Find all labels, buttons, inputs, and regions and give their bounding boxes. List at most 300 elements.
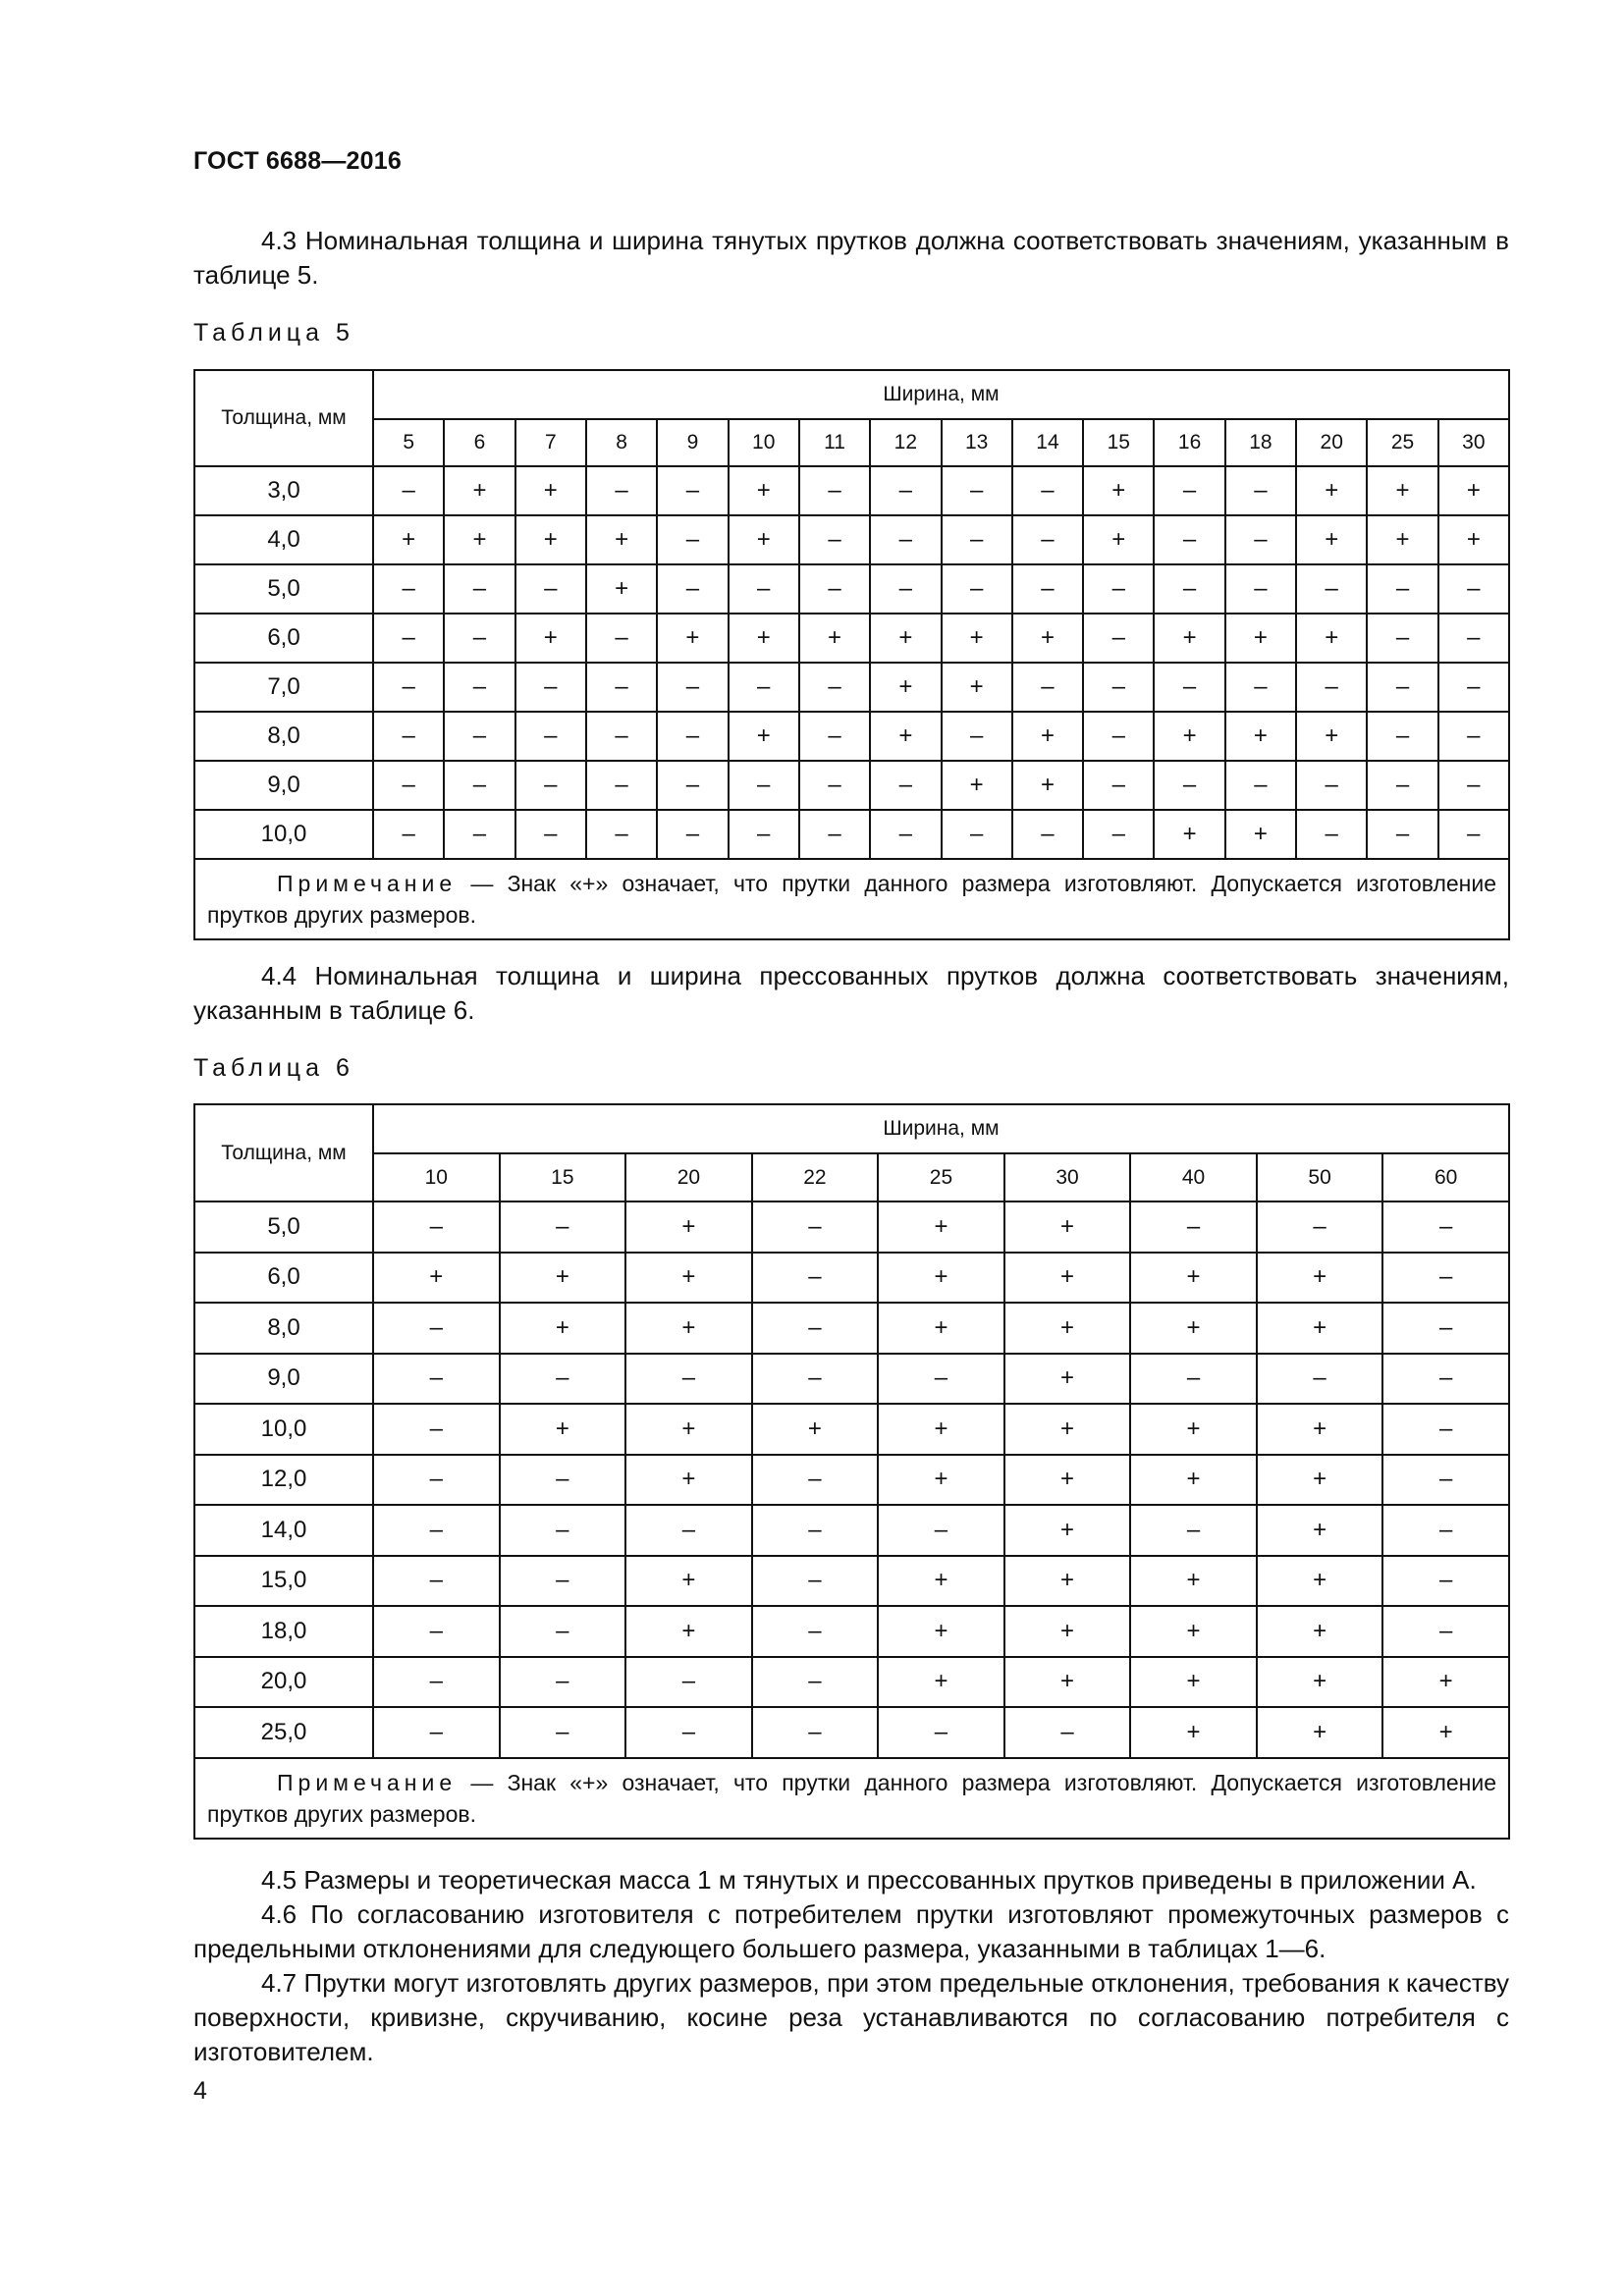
availability-cell: – [657, 761, 728, 810]
availability-cell: – [870, 564, 941, 614]
table5-width-row [194, 419, 1509, 466]
availability-cell: + [625, 1201, 752, 1253]
availability-cell: – [586, 761, 657, 810]
availability-cell: + [1257, 1556, 1383, 1607]
availability-cell: + [942, 761, 1012, 810]
availability-cell: – [799, 712, 870, 761]
table-6 [193, 1103, 1510, 1840]
thickness-cell: 9,0 [194, 761, 373, 810]
thickness-cell: 10,0 [194, 810, 373, 859]
availability-cell: + [878, 1253, 1004, 1304]
availability-cell: – [1225, 515, 1296, 564]
table5-note-label: Примечание [277, 871, 458, 896]
availability-cell: – [586, 614, 657, 663]
width-header: 25 [878, 1153, 1004, 1201]
width-header: 6 [444, 419, 514, 466]
availability-cell: + [1438, 515, 1509, 564]
availability-cell: – [1225, 761, 1296, 810]
availability-cell: + [1367, 515, 1437, 564]
availability-cell: + [515, 515, 586, 564]
table-row [194, 712, 1509, 761]
table-row [194, 761, 1509, 810]
availability-cell: – [1257, 1201, 1383, 1253]
availability-cell: – [373, 614, 444, 663]
availability-cell: – [1382, 1556, 1509, 1607]
availability-cell: – [1012, 810, 1083, 859]
availability-cell: – [500, 1455, 626, 1506]
table-row [194, 515, 1509, 564]
availability-cell: + [1130, 1556, 1257, 1607]
availability-cell: – [942, 810, 1012, 859]
thickness-cell: 8,0 [194, 1303, 373, 1354]
availability-cell: + [870, 712, 941, 761]
availability-cell: – [1004, 1707, 1131, 1758]
width-header: 20 [625, 1153, 752, 1201]
availability-cell: + [625, 1404, 752, 1455]
availability-cell: – [500, 1606, 626, 1657]
availability-cell: – [1083, 614, 1154, 663]
paragraph-4-5: 4.5 Размеры и теоретическая масса 1 м тянутых и прессованных прутков приведены в приложении А. [261, 1865, 1477, 1895]
availability-cell: – [515, 810, 586, 859]
availability-cell: – [1367, 614, 1437, 663]
availability-cell: – [752, 1707, 879, 1758]
availability-cell: – [1438, 614, 1509, 663]
availability-cell: – [500, 1657, 626, 1708]
availability-cell: – [1296, 810, 1367, 859]
availability-cell: – [373, 1606, 500, 1657]
table-row [194, 466, 1509, 515]
availability-cell: + [1004, 1404, 1131, 1455]
width-header: 30 [1438, 419, 1509, 466]
availability-cell: + [625, 1556, 752, 1607]
availability-cell: + [1225, 614, 1296, 663]
table-row [194, 614, 1509, 663]
width-header: 30 [1004, 1153, 1131, 1201]
availability-cell: – [500, 1556, 626, 1607]
availability-cell: + [1225, 712, 1296, 761]
availability-cell: – [515, 663, 586, 712]
availability-cell: + [1154, 810, 1224, 859]
availability-cell: – [1083, 712, 1154, 761]
availability-cell: – [752, 1201, 879, 1253]
availability-cell: – [1382, 1303, 1509, 1354]
availability-cell: – [657, 515, 728, 564]
availability-cell: – [1382, 1505, 1509, 1556]
availability-cell: – [444, 663, 514, 712]
thickness-cell: 9,0 [194, 1354, 373, 1405]
availability-cell: + [1257, 1253, 1383, 1304]
page-number: 4 [193, 2077, 207, 2105]
table6-group-header: Ширина, мм [373, 1104, 1509, 1153]
width-header: 50 [1257, 1153, 1383, 1201]
availability-cell: – [1367, 810, 1437, 859]
width-header: 10 [729, 419, 799, 466]
availability-cell: – [515, 712, 586, 761]
availability-cell: + [1225, 810, 1296, 859]
availability-cell: – [1382, 1253, 1509, 1304]
availability-cell: – [878, 1707, 1004, 1758]
availability-cell: – [1296, 761, 1367, 810]
availability-cell: – [1012, 564, 1083, 614]
availability-cell: – [373, 564, 444, 614]
availability-cell: – [1154, 466, 1224, 515]
availability-cell: – [1382, 1354, 1509, 1405]
availability-cell: – [1130, 1505, 1257, 1556]
table-row [194, 1201, 1509, 1253]
availability-cell: – [444, 761, 514, 810]
availability-cell: + [1004, 1354, 1131, 1405]
availability-cell: + [1004, 1201, 1131, 1253]
table5-group-header: Ширина, мм [373, 370, 1509, 419]
availability-cell: – [1083, 810, 1154, 859]
availability-cell: – [1154, 515, 1224, 564]
availability-cell: + [444, 515, 514, 564]
availability-cell: + [444, 466, 514, 515]
availability-cell: + [515, 614, 586, 663]
availability-cell: + [373, 1253, 500, 1304]
table-row [194, 1253, 1509, 1304]
availability-cell: + [1296, 712, 1367, 761]
availability-cell: + [1257, 1657, 1383, 1708]
thickness-cell: 25,0 [194, 1707, 373, 1758]
availability-cell: – [1225, 663, 1296, 712]
availability-cell: + [1083, 466, 1154, 515]
availability-cell: – [729, 761, 799, 810]
availability-cell: – [799, 466, 870, 515]
availability-cell: – [1438, 663, 1509, 712]
availability-cell: + [729, 515, 799, 564]
availability-cell: + [625, 1303, 752, 1354]
availability-cell: – [1225, 564, 1296, 614]
availability-cell: – [373, 761, 444, 810]
table6-note-label: Примечание [277, 1769, 458, 1795]
availability-cell: – [625, 1707, 752, 1758]
availability-cell: – [1296, 564, 1367, 614]
table-row [194, 1455, 1509, 1506]
availability-cell: + [1382, 1657, 1509, 1708]
table-row [194, 1303, 1509, 1354]
availability-cell: – [870, 810, 941, 859]
thickness-cell: 15,0 [194, 1556, 373, 1607]
availability-cell: – [586, 712, 657, 761]
availability-cell: + [586, 515, 657, 564]
availability-cell: – [373, 1657, 500, 1708]
table-row [194, 1606, 1509, 1657]
width-header: 7 [515, 419, 586, 466]
availability-cell: – [752, 1354, 879, 1405]
thickness-cell: 8,0 [194, 712, 373, 761]
availability-cell: + [870, 614, 941, 663]
width-header: 9 [657, 419, 728, 466]
availability-cell: + [1130, 1455, 1257, 1506]
availability-cell: + [1382, 1707, 1509, 1758]
availability-cell: + [878, 1606, 1004, 1657]
availability-cell: – [752, 1455, 879, 1506]
availability-cell: – [1257, 1354, 1383, 1405]
availability-cell: – [1367, 663, 1437, 712]
availability-cell: – [870, 761, 941, 810]
availability-cell: – [373, 1505, 500, 1556]
availability-cell: + [1257, 1455, 1383, 1506]
availability-cell: + [1004, 1606, 1131, 1657]
table-row [194, 1657, 1509, 1708]
availability-cell: + [878, 1201, 1004, 1253]
availability-cell: – [870, 466, 941, 515]
availability-cell: + [586, 564, 657, 614]
width-header: 16 [1154, 419, 1224, 466]
table-5 [193, 369, 1510, 940]
availability-cell: – [515, 761, 586, 810]
availability-cell: – [373, 1556, 500, 1607]
availability-cell: – [799, 663, 870, 712]
availability-cell: + [752, 1404, 879, 1455]
availability-cell: + [1004, 1657, 1131, 1708]
table6-corner-header: Толщина, мм [194, 1104, 373, 1201]
availability-cell: – [1154, 663, 1224, 712]
availability-cell: + [1012, 614, 1083, 663]
availability-cell: – [1382, 1404, 1509, 1455]
availability-cell: – [1012, 466, 1083, 515]
availability-cell: – [373, 1455, 500, 1506]
availability-cell: – [1438, 564, 1509, 614]
availability-cell: + [1257, 1404, 1383, 1455]
width-header: 10 [373, 1153, 500, 1201]
availability-cell: + [878, 1556, 1004, 1607]
thickness-cell: 3,0 [194, 466, 373, 515]
availability-cell: – [586, 663, 657, 712]
availability-cell: – [657, 564, 728, 614]
availability-cell: + [870, 663, 941, 712]
availability-cell: + [1257, 1303, 1383, 1354]
availability-cell: – [1083, 761, 1154, 810]
availability-cell: – [1225, 466, 1296, 515]
availability-cell: + [1004, 1505, 1131, 1556]
thickness-cell: 18,0 [194, 1606, 373, 1657]
availability-cell: – [1154, 761, 1224, 810]
availability-cell: – [878, 1354, 1004, 1405]
paragraph-4-4: 4.4 Номинальная толщина и ширина прессованных прутков должна соответствовать значениям, указанным в таблице 6. [193, 961, 1509, 1025]
availability-cell: – [444, 712, 514, 761]
availability-cell: + [878, 1657, 1004, 1708]
availability-cell: + [500, 1303, 626, 1354]
availability-cell: + [1130, 1707, 1257, 1758]
paragraph-4-6: 4.6 По согласованию изготовителя с потребителем прутки изготовляют промежуточных размеров с предельными отклонениями для следующего большего размера, указанными в таблицах 1—6. [193, 1899, 1509, 1963]
availability-cell: + [500, 1253, 626, 1304]
availability-cell: – [1130, 1354, 1257, 1405]
table-row [194, 1556, 1509, 1607]
table-row [194, 1505, 1509, 1556]
availability-cell: – [625, 1657, 752, 1708]
availability-cell: + [1012, 761, 1083, 810]
table5-note-text: — Знак «+» означает, что прутки данного размера изготовляют. Допускается изготовление прутков других размеров. [207, 871, 1496, 928]
availability-cell: + [1130, 1303, 1257, 1354]
availability-cell: – [1083, 564, 1154, 614]
thickness-cell: 14,0 [194, 1505, 373, 1556]
table-row [194, 1354, 1509, 1405]
availability-cell: + [1154, 614, 1224, 663]
availability-cell: – [799, 810, 870, 859]
width-header: 13 [942, 419, 1012, 466]
availability-cell: – [515, 564, 586, 614]
table5-note [194, 859, 1509, 939]
availability-cell: + [878, 1455, 1004, 1506]
thickness-cell: 12,0 [194, 1455, 373, 1506]
availability-cell: – [657, 712, 728, 761]
availability-cell: – [373, 1404, 500, 1455]
paragraph-4-3: 4.3 Номинальная толщина и ширина тянутых прутков должна соответствовать значениям, указанным в таблице 5. [193, 226, 1509, 290]
availability-cell: – [586, 810, 657, 859]
thickness-cell: 6,0 [194, 614, 373, 663]
availability-cell: – [500, 1354, 626, 1405]
table6-width-row [194, 1153, 1509, 1201]
width-header: 22 [752, 1153, 879, 1201]
availability-cell: + [1257, 1707, 1383, 1758]
table5-caption: Таблица 5 [193, 319, 354, 347]
availability-cell: – [625, 1354, 752, 1405]
availability-cell: + [942, 614, 1012, 663]
availability-cell: – [444, 614, 514, 663]
table-row [194, 1404, 1509, 1455]
availability-cell: + [1257, 1505, 1383, 1556]
availability-cell: + [729, 614, 799, 663]
availability-cell: – [1438, 810, 1509, 859]
availability-cell: – [752, 1253, 879, 1304]
availability-cell: + [1257, 1606, 1383, 1657]
table6-note [194, 1758, 1509, 1839]
availability-cell: – [373, 663, 444, 712]
availability-cell: + [729, 466, 799, 515]
availability-cell: + [729, 712, 799, 761]
width-header: 60 [1382, 1153, 1509, 1201]
width-header: 15 [1083, 419, 1154, 466]
availability-cell: + [1004, 1455, 1131, 1506]
availability-cell: – [586, 466, 657, 515]
availability-cell: – [500, 1505, 626, 1556]
thickness-cell: 6,0 [194, 1253, 373, 1304]
document-header: ГОСТ 6688—2016 [193, 147, 402, 175]
availability-cell: – [752, 1556, 879, 1607]
availability-cell: – [870, 515, 941, 564]
availability-cell: – [373, 466, 444, 515]
thickness-cell: 10,0 [194, 1404, 373, 1455]
availability-cell: + [1296, 614, 1367, 663]
availability-cell: – [1367, 712, 1437, 761]
availability-cell: – [752, 1606, 879, 1657]
availability-cell: – [444, 564, 514, 614]
availability-cell: + [1296, 515, 1367, 564]
thickness-cell: 5,0 [194, 1201, 373, 1253]
availability-cell: – [444, 810, 514, 859]
availability-cell: – [942, 466, 1012, 515]
availability-cell: – [942, 564, 1012, 614]
availability-cell: – [500, 1707, 626, 1758]
width-header: 11 [799, 419, 870, 466]
width-header: 14 [1012, 419, 1083, 466]
availability-cell: – [373, 1707, 500, 1758]
table5-corner-header: Толщина, мм [194, 370, 373, 466]
table6-caption: Таблица 6 [193, 1054, 354, 1082]
availability-cell: + [1004, 1253, 1131, 1304]
availability-cell: + [1296, 466, 1367, 515]
availability-cell: + [1130, 1253, 1257, 1304]
width-header: 15 [500, 1153, 626, 1201]
availability-cell: – [942, 712, 1012, 761]
availability-cell: + [1004, 1556, 1131, 1607]
availability-cell: – [1296, 663, 1367, 712]
availability-cell: + [500, 1404, 626, 1455]
availability-cell: + [515, 466, 586, 515]
availability-cell: + [942, 663, 1012, 712]
table-row [194, 564, 1509, 614]
availability-cell: + [1012, 712, 1083, 761]
table6-note-text: — Знак «+» означает, что прутки данного размера изготовляют. Допускается изготовление прутков других размеров. [207, 1769, 1496, 1827]
availability-cell: – [657, 663, 728, 712]
availability-cell: + [373, 515, 444, 564]
availability-cell: – [752, 1657, 879, 1708]
availability-cell: + [878, 1303, 1004, 1354]
availability-cell: + [1004, 1303, 1131, 1354]
availability-cell: – [625, 1505, 752, 1556]
availability-cell: – [1012, 515, 1083, 564]
availability-cell: – [799, 564, 870, 614]
availability-cell: – [1438, 761, 1509, 810]
width-header: 8 [586, 419, 657, 466]
availability-cell: – [657, 466, 728, 515]
availability-cell: + [625, 1455, 752, 1506]
thickness-cell: 7,0 [194, 663, 373, 712]
availability-cell: + [625, 1606, 752, 1657]
availability-cell: + [1083, 515, 1154, 564]
availability-cell: + [1130, 1606, 1257, 1657]
availability-cell: – [729, 564, 799, 614]
thickness-cell: 5,0 [194, 564, 373, 614]
availability-cell: + [1154, 712, 1224, 761]
availability-cell: + [1130, 1404, 1257, 1455]
availability-cell: + [1438, 466, 1509, 515]
availability-cell: – [373, 1354, 500, 1405]
availability-cell: – [729, 810, 799, 859]
availability-cell: – [500, 1201, 626, 1253]
availability-cell: + [1367, 466, 1437, 515]
table-row [194, 1707, 1509, 1758]
width-header: 25 [1367, 419, 1437, 466]
availability-cell: – [799, 761, 870, 810]
availability-cell: + [799, 614, 870, 663]
availability-cell: – [373, 810, 444, 859]
availability-cell: – [373, 1303, 500, 1354]
availability-cell: – [729, 663, 799, 712]
table-row [194, 663, 1509, 712]
availability-cell: – [1012, 663, 1083, 712]
thickness-cell: 20,0 [194, 1657, 373, 1708]
availability-cell: – [1130, 1201, 1257, 1253]
availability-cell: – [373, 1201, 500, 1253]
availability-cell: – [1154, 564, 1224, 614]
availability-cell: – [1438, 712, 1509, 761]
availability-cell: – [1367, 564, 1437, 614]
table-row [194, 810, 1509, 859]
availability-cell: + [1130, 1657, 1257, 1708]
width-header: 40 [1130, 1153, 1257, 1201]
thickness-cell: 4,0 [194, 515, 373, 564]
availability-cell: – [799, 515, 870, 564]
availability-cell: – [752, 1505, 879, 1556]
width-header: 20 [1296, 419, 1367, 466]
availability-cell: + [625, 1253, 752, 1304]
availability-cell: – [1382, 1606, 1509, 1657]
availability-cell: + [657, 614, 728, 663]
paragraph-4-7: 4.7 Прутки могут изготовлять других размеров, при этом предельные отклонения, требования к качеству поверхности, кривизне, скручиванию, косине реза устанавливаются по согласованию потребителя с изготовителем. [193, 1968, 1509, 2066]
